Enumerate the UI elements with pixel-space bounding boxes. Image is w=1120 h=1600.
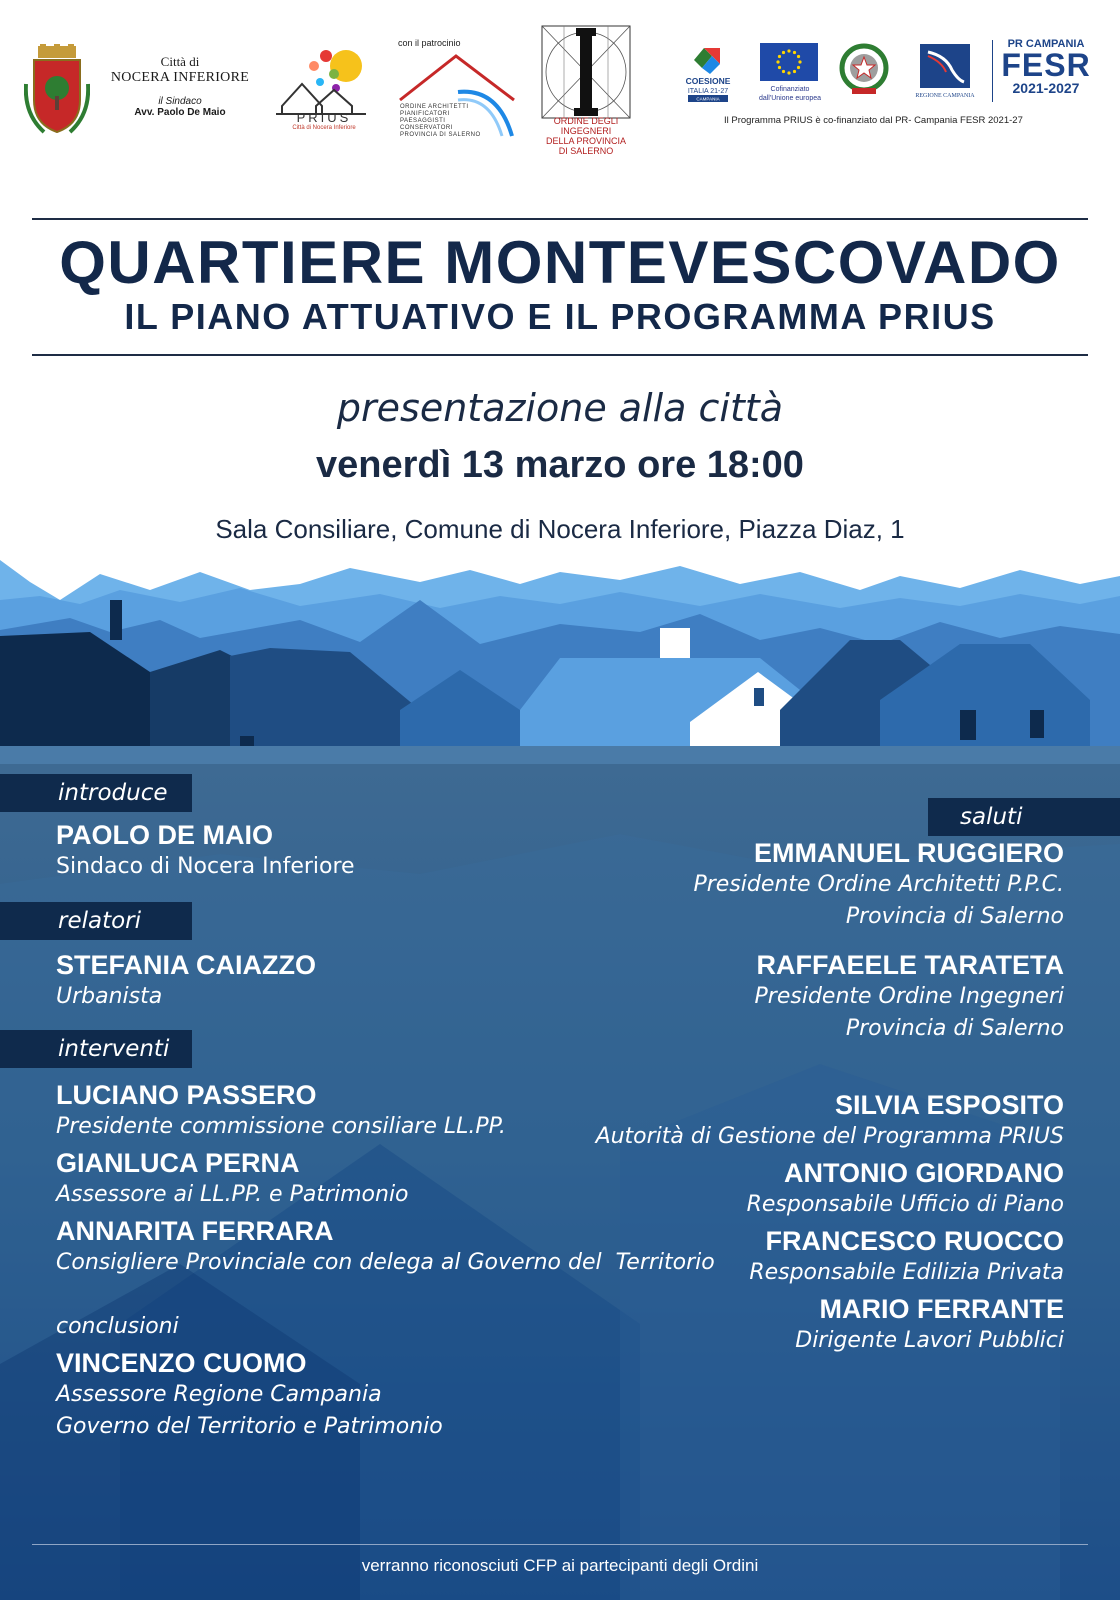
fesr-line-3: 2021-2027 (1012, 80, 1080, 96)
saluti-role2-0: Provincia di Salerno (845, 904, 1064, 929)
city-line-4: Avv. Paolo De Maio (134, 107, 226, 118)
event-tagline: presentazione alla città (336, 386, 784, 430)
saluti-role1-1: Presidente Ordine Ingegneri (754, 984, 1064, 1009)
eu-star (793, 70, 796, 73)
introduce-tag: introduce (0, 774, 192, 812)
coesione-line-1: ITALIA 21-27 (687, 88, 729, 95)
eu-star (798, 60, 801, 63)
page-title: QUARTIERE MONTEVESCOVADO (59, 229, 1061, 296)
regione-campania-logo-icon (912, 42, 978, 100)
city-line-2: NOCERA INFERIORE (110, 70, 250, 85)
ording-line-1: INGEGNERI (560, 126, 612, 136)
interventi-name-0: LUCIANO PASSERO (56, 1080, 317, 1110)
ordine-ingegneri-text (536, 116, 636, 156)
relatori-name: STEFANIA CAIAZZO (56, 950, 316, 980)
relatori-role: Urbanista (56, 984, 163, 1009)
fesr-line-1: PR CAMPANIA (1007, 38, 1085, 50)
introduce-role: Sindaco di Nocera Inferiore (56, 854, 355, 879)
altri-name-3: MARIO FERRANTE (819, 1294, 1064, 1324)
saluti-tag: saluti (928, 798, 1120, 836)
altri-name-0: SILVIA ESPOSITO (834, 1090, 1064, 1120)
program-panel (0, 764, 1120, 1600)
altri-role-0: Autorità di Gestione del Programma PRIUS (595, 1124, 1064, 1149)
prius-title: PRIUS (296, 110, 352, 125)
altri-role-2: Responsabile Edilizia Privata (749, 1260, 1064, 1285)
title-top-rule (32, 218, 1088, 220)
eu-star (778, 55, 781, 58)
interventi-role-0: Presidente commissione consiliare LL.PP. (56, 1114, 506, 1139)
ordine-architetti-text (400, 104, 481, 139)
ording-line-0: ORDINE DEGLI (553, 116, 619, 126)
altri-role-3: Dirigente Lavori Pubblici (795, 1328, 1064, 1353)
ording-line-2: DELLA PROVINCIA (545, 136, 627, 146)
coesione-italia-logo-icon (680, 42, 736, 102)
prius-subtitle: Città di Nocera Inferiore (292, 125, 356, 131)
event-venue: Sala Consiliare, Comune di Nocera Inferiore, Piazza Diaz, 1 (215, 514, 905, 544)
coesione-line-2: CAMPANIA (696, 96, 720, 102)
saluti-name-1: RAFFAEELE TARATETA (756, 950, 1064, 980)
eu-caption-0: Cofinanziato (770, 86, 810, 93)
saluti-name-0: EMMANUEL RUGGIERO (753, 838, 1064, 868)
italian-republic-emblem-icon (838, 42, 890, 96)
patrocinio-label: con il patrocinio (398, 38, 461, 48)
eu-star (787, 71, 790, 74)
eu-star (782, 51, 785, 54)
interventi-tag: interventi (0, 1030, 192, 1068)
eu-star (782, 70, 785, 73)
interventi-role-2: Consigliere Provinciale con delega al Governo del Territorio (56, 1250, 715, 1275)
eu-star (787, 49, 790, 52)
ordarch-line-1: PIANIFICATORI (400, 111, 450, 117)
ordarch-line-2: PAESAGGISTI (400, 118, 446, 124)
fesr-line-2: FESR (1001, 47, 1091, 83)
coesione-line-0: COESIONE (685, 76, 731, 86)
conclusioni-name: VINCENZO CUOMO (56, 1348, 307, 1378)
ordarch-line-3: CONSERVATORI (400, 125, 453, 131)
ordarch-line-0: ORDINE ARCHITETTI (400, 104, 469, 110)
city-crest-icon (24, 44, 90, 136)
introduce-name: PAOLO DE MAIO (56, 820, 274, 850)
conclusioni-label: conclusioni (56, 1314, 179, 1339)
city-line-1: Città di (160, 54, 200, 69)
ordine-ingegneri-logo-icon (540, 24, 632, 120)
eu-star (778, 66, 781, 69)
regione-label: REGIONE CAMPANIA (915, 93, 975, 99)
eu-caption-1: dall'Unione europea (758, 95, 822, 102)
relatori-tag: relatori (0, 902, 192, 940)
houses-skyline-illustration (0, 560, 1120, 770)
interventi-role-1: Assessore ai LL.PP. e Patrimonio (56, 1182, 409, 1207)
prius-text (276, 110, 372, 131)
eu-star (797, 66, 800, 69)
page-subtitle: IL PIANO ATTUATIVO E IL PROGRAMMA PRIUS (124, 296, 996, 337)
eu-star (793, 51, 796, 54)
city-of-nocera-text (96, 54, 264, 118)
conclusioni-role-1: Assessore Regione Campania (56, 1382, 382, 1407)
altri-name-1: ANTONIO GIORDANO (783, 1158, 1064, 1188)
ording-line-3: DI SALERNO (558, 146, 614, 156)
footer-note: verranno riconosciuti CFP ai partecipanti degli Ordini (361, 1556, 759, 1575)
altri-name-2: FRANCESCO RUOCCO (765, 1226, 1064, 1256)
fesr-divider (992, 40, 993, 102)
footer-rule (32, 1544, 1088, 1545)
fesr-logo (996, 38, 1096, 96)
interventi-name-2: ANNARITA FERRARA (56, 1216, 334, 1246)
saluti-role1-0: Presidente Ordine Architetti P.P.C. (693, 872, 1064, 897)
cofinanziamento-note: Il Programma PRIUS è co-finanziato dal PR- Campania FESR 2021-27 (724, 115, 1023, 126)
eu-star (776, 60, 779, 63)
eu-star (797, 55, 800, 58)
eu-caption (745, 85, 835, 103)
ordarch-line-4: PROVINCIA DI SALERNO (400, 132, 481, 138)
city-line-3: il Sindaco (158, 96, 202, 107)
event-date: venerdì 13 marzo ore 18:00 (316, 444, 804, 486)
logo-bar (0, 0, 1120, 200)
eu-flag-icon (760, 43, 818, 81)
conclusioni-role-2: Governo del Territorio e Patrimonio (56, 1414, 443, 1439)
saluti-role2-1: Provincia di Salerno (845, 1016, 1064, 1041)
interventi-name-1: GIANLUCA PERNA (56, 1148, 300, 1178)
altri-role-1: Responsabile Ufficio di Piano (746, 1192, 1064, 1217)
title-bottom-rule (32, 354, 1088, 356)
